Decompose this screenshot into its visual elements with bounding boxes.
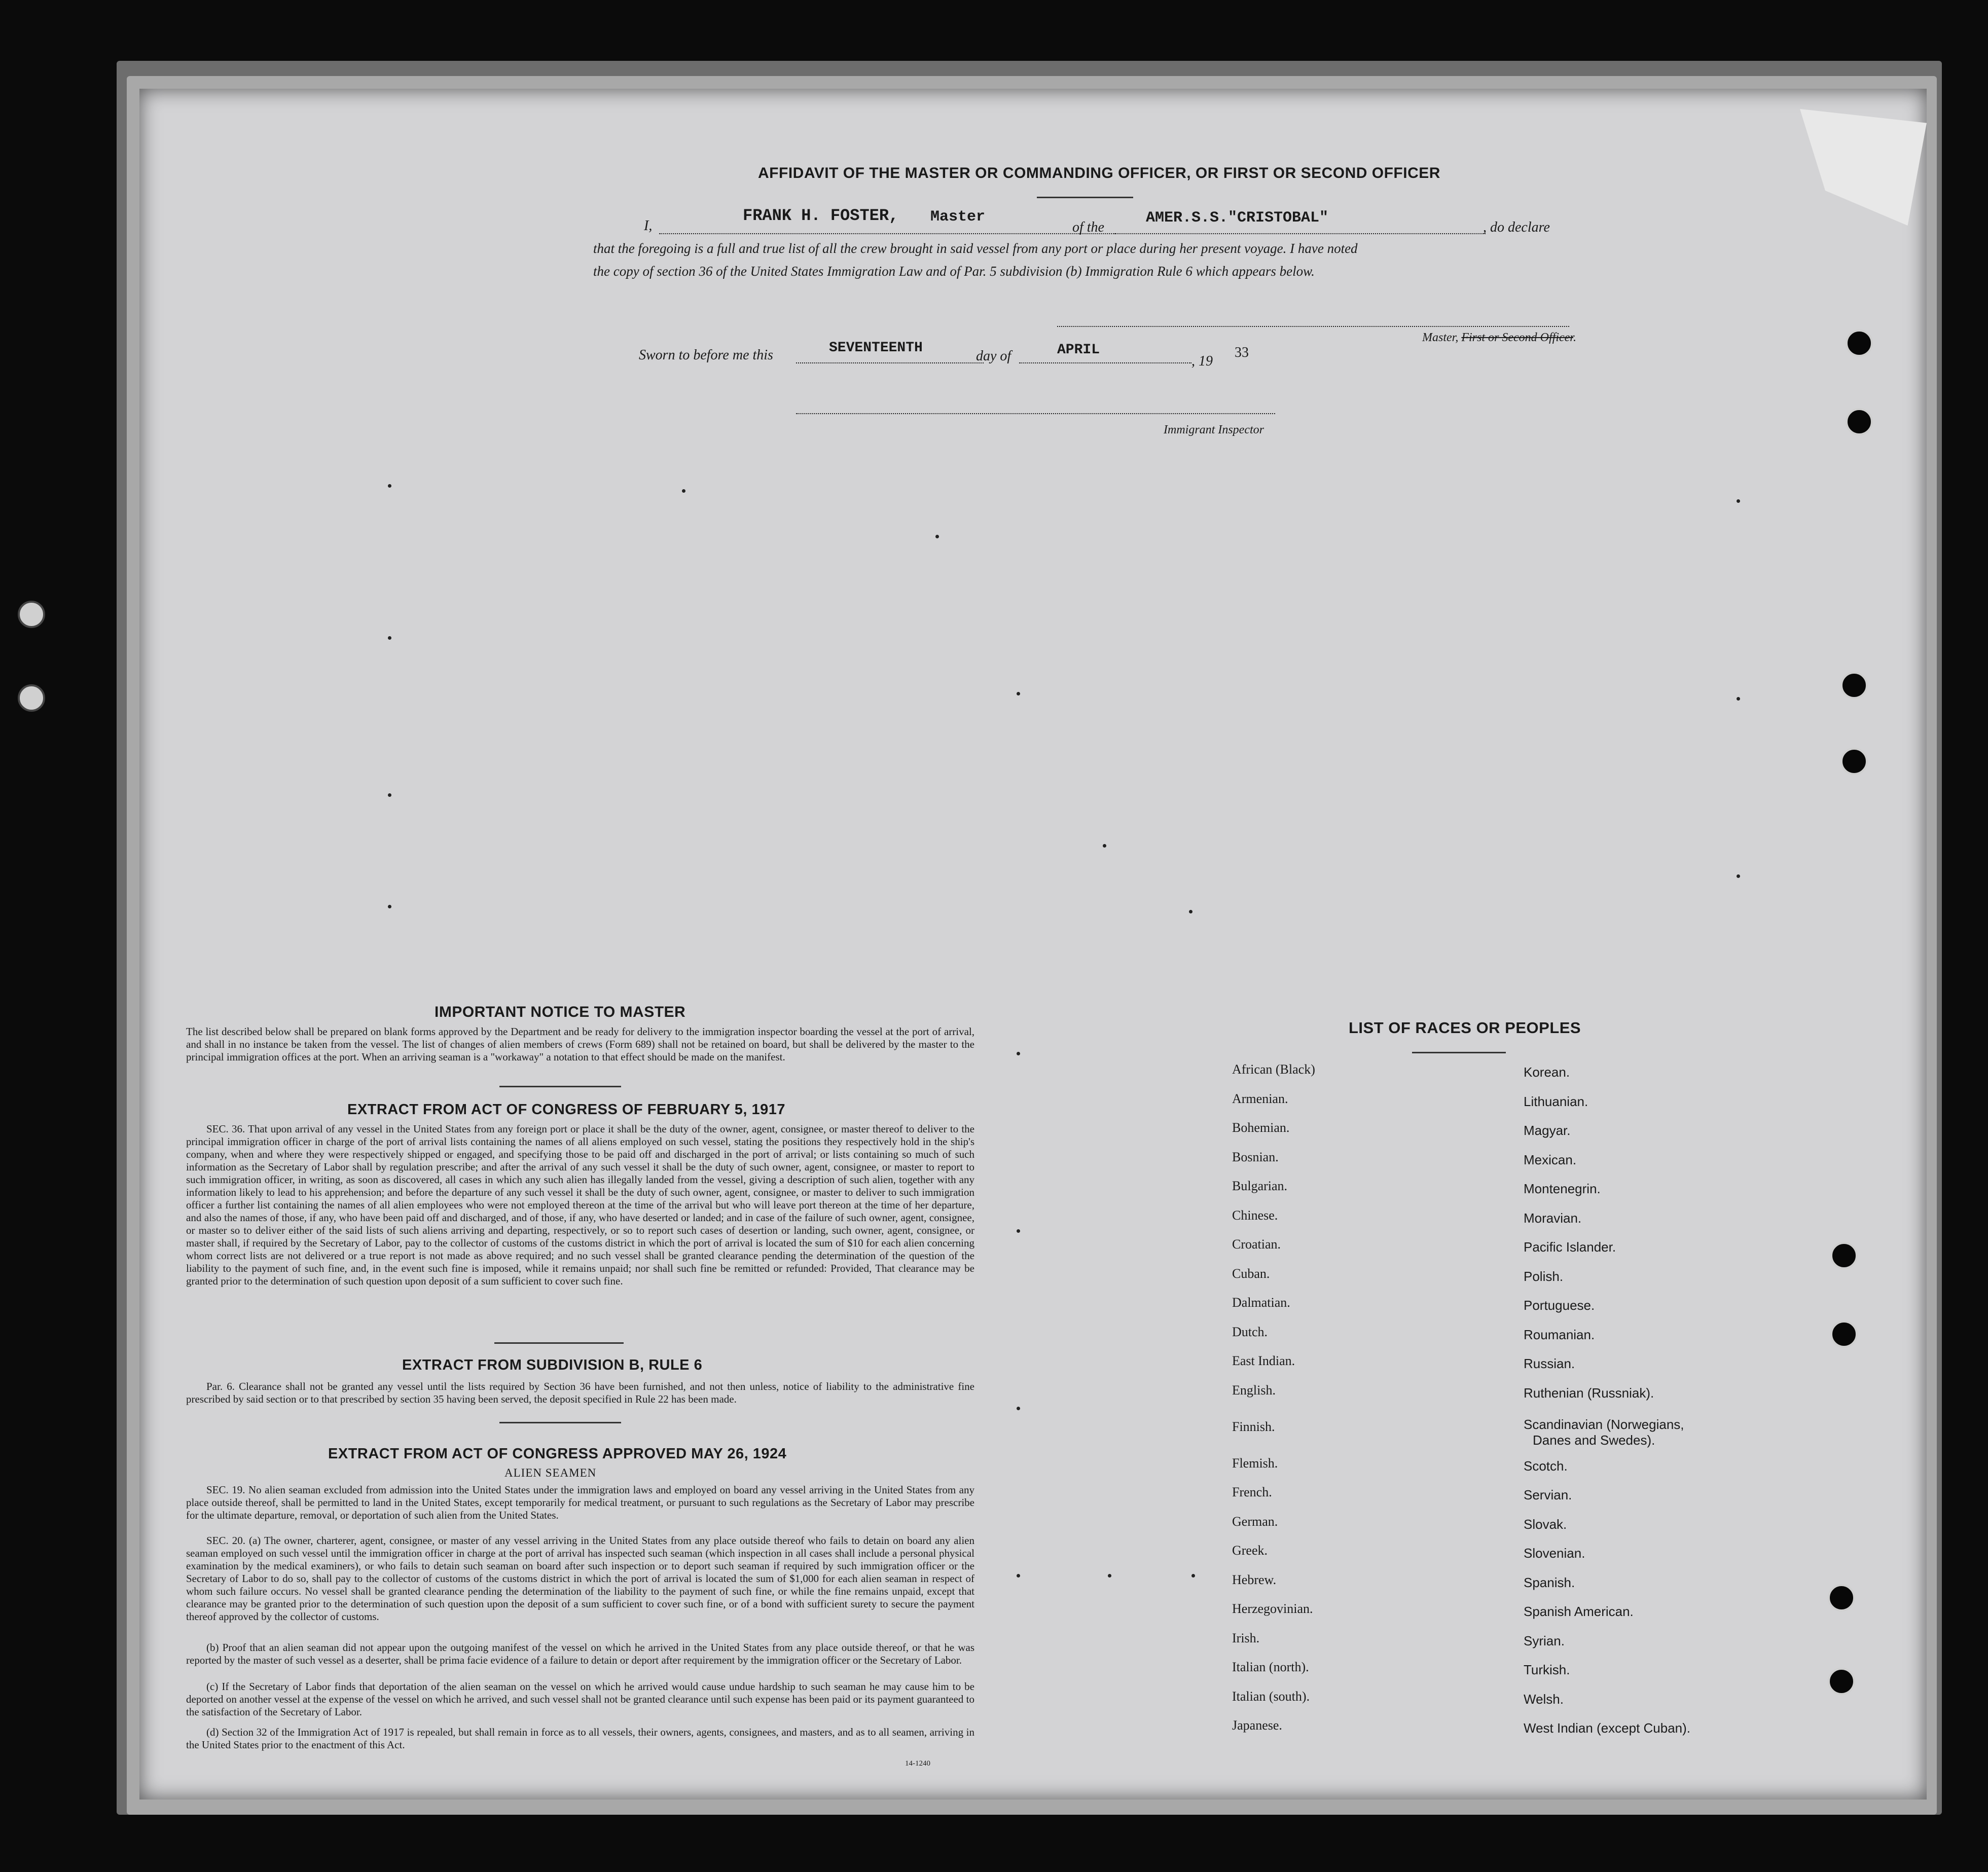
race-item: Croatian. (1232, 1237, 1281, 1252)
sworn-month-line (1019, 362, 1191, 363)
year-prefix: , 19 (1191, 353, 1213, 369)
race-item: Turkish. (1524, 1662, 1570, 1677)
inspector-signature-line (796, 413, 1275, 414)
bleed-dot (1189, 910, 1192, 913)
race-item: West Indian (except Cuban). (1524, 1720, 1691, 1736)
i-label: I, (644, 218, 653, 234)
bleed-dot (1108, 1574, 1111, 1577)
extract-rule6-rule (499, 1422, 621, 1423)
race-item: Armenian. (1232, 1091, 1288, 1106)
punch-hole (1846, 329, 1873, 357)
race-item: Welsh. (1524, 1691, 1564, 1707)
bleed-dot (388, 905, 391, 908)
document-page (139, 89, 1927, 1800)
race-item: Italian (south). (1232, 1689, 1310, 1704)
master-name: FRANK H. FOSTER, (743, 206, 899, 225)
extract-1917-title: EXTRACT FROM ACT OF CONGRESS OF FEBRUARY 5, 1917 (347, 1102, 786, 1118)
vessel-name: AMER.S.S."CRISTOBAL" (1146, 209, 1329, 227)
punch-hole (1840, 672, 1868, 699)
race-item: Slovenian. (1524, 1546, 1585, 1561)
year-suffix: 33 (1235, 345, 1249, 360)
extract-1924-para4: (c) If the Secretary of Labor finds that deportation of the alien seaman on the vessel on which he arrived would cause undue hardship to such seaman he may cause him to be deported on another vessel at the expense of the vessel on which he arrived, and such vessel shall not be granted clearance until such expense has been paid or its payment guaranteed to the satisfaction of the Secretary of Labor. (186, 1680, 974, 1718)
bleed-dot (1737, 499, 1740, 503)
bleed-dot (1017, 1407, 1020, 1410)
extract-rule6-title: EXTRACT FROM SUBDIVISION B, RULE 6 (402, 1357, 703, 1373)
sworn-label: Sworn to before me this (639, 347, 773, 363)
races-rule (1412, 1052, 1506, 1053)
race-item: German. (1232, 1514, 1278, 1529)
form-number: 14-1240 (905, 1759, 930, 1768)
master-rank: Master (930, 208, 986, 226)
extract-1917-rule (494, 1342, 624, 1344)
race-item: Herzegovinian. (1232, 1601, 1313, 1616)
race-item: Roumanian. (1524, 1327, 1595, 1342)
signature-caption (1422, 331, 1576, 345)
bleed-dot (1737, 874, 1740, 878)
extract-1924-title: EXTRACT FROM ACT OF CONGRESS APPROVED MAY 26, 1924 (328, 1446, 787, 1462)
punch-hole (1830, 1242, 1858, 1269)
race-item: Scotch. (1524, 1458, 1568, 1474)
race-item: Pacific Islander. (1524, 1239, 1616, 1255)
bleed-dot (1737, 697, 1740, 701)
race-item: Bosnian. (1232, 1149, 1279, 1164)
race-item: Montenegrin. (1524, 1181, 1601, 1196)
extract-1917-text: SEC. 36. That upon arrival of any vessel in the United States from any foreign port or place it shall be the duty of the owner, agent, consignee, or master thereof to deliver to the principal immigration officer in charge of the port of arrival lists containing the names of all aliens employed on such vessel, stating the positions they respectively hold in the ship's company, when and where they were respectively shipped or engaged, and specifying those to be paid off and discharged in the port of arrival; or lists containing so much of such information as the Secretary of Labor shall by regulation prescribe; and after the arrival of any such vessel it shall be the duty of such owner, agent, consignee, or master to report to such immigration officer, in writing, as soon as discovered, all cases in which any such alien has illegally landed from the vessel, giving a description of such alien, together with any information likely to lead to his apprehension; and before the departure of any such vessel it shall be the duty of such owner, agent, consignee, or master to deliver to such immigration officer a further list containing the names of all alien employees who were not employed thereon at the time of the arrival but who will leave port thereon at the time of her departure, and also the names of those, if any, who have been paid off and discharged, and of those, if any, who have deserted or landed; and in case of the failure of such owner, agent, consignee, or master so to deliver either of the said lists of such aliens arriving and departing, respectively, or so to report such cases of desertion or landing, such owner, agent, consignee, or master shall, if required by the Secretary of Labor, pay to the collector of customs of the customs district in which the port of arrival is located the sum of $10 for each alien concerning whom correct lists are not delivered or a true report is not made as above required; and no such vessel shall be granted clearance pending the determination of the question of the liability to the payment of such fine, and, in the event such fine is imposed, while it remains unpaid; nor shall such fine be remitted or refunded: Provided, That clearance may be granted prior to the determination of such question upon deposit of a sum sufficient to cover such fine. (186, 1123, 974, 1287)
race-item: Irish. (1232, 1630, 1260, 1645)
affidavit-text-line2: the copy of section 36 of the United States Immigration Law and of Par. 5 subdivision (b) Immigration Rule 6 which appears below. (593, 264, 1315, 279)
sworn-month: APRIL (1057, 342, 1100, 358)
extract-1924-para2: SEC. 20. (a) The owner, charterer, agent, consignee, or master of any vessel arriving in the United States from any place outside thereof who fails to detain on board any alien seaman employed on such vessel until the immigration officer in charge at the port of arrival has inspected such seaman (which inspection in all cases shall include a personal physical examination by the medical examiners), or who fails to detain such seaman on board after such inspection or to deport such seaman if required by such immigration officer or the Secretary of Labor to do so, shall pay to the collector of customs of the customs district in which the port of arrival is located the sum of $1,000 for each alien seaman in respect of whom such failure occurs. No vessel shall be granted clearance pending the determination of the liability to the payment of such fine, or while the fine remains unpaid, except that clearance may be granted prior to the determination of such question upon the deposit of a sum sufficient to cover such fine, or of a bond with sufficient surety to secure the payment thereof approved by the collector of customs. (186, 1534, 974, 1623)
race-item: French. (1232, 1485, 1272, 1499)
race-item-line2: Danes and Swedes). (1533, 1432, 1655, 1448)
race-item: Bulgarian. (1232, 1179, 1288, 1193)
race-item: Servian. (1524, 1487, 1572, 1502)
race-item: Finnish. (1232, 1419, 1275, 1434)
bleed-dot (388, 636, 391, 640)
bleed-dot (1191, 1574, 1195, 1577)
race-item: African (Black) (1232, 1062, 1315, 1077)
race-item: Mexican. (1524, 1152, 1577, 1167)
races-column-1 (1232, 1062, 1486, 1747)
race-item: Chinese. (1232, 1207, 1278, 1223)
race-item: Slovak. (1524, 1516, 1567, 1532)
race-item: Portuguese. (1524, 1298, 1595, 1313)
races-title: LIST OF RACES OR PEOPLES (1349, 1019, 1581, 1037)
notice-rule (499, 1086, 621, 1087)
inspector-caption: Immigrant Inspector (1164, 423, 1264, 436)
signature-caption-suffix: . (1573, 331, 1576, 344)
extract-1924-subtitle: ALIEN SEAMEN (504, 1466, 597, 1479)
extract-1924-para1: SEC. 19. No alien seaman excluded from admission into the United States under the immigration laws and employed on board any vessel arriving in the United States from any place outside thereof, shall be permitted to land in the United States, except temporarily for medical treatment, or pursuant to such regulations as the Secretary of Labor may prescribe for the ultimate departure, removal, or deportation of such alien from the United States. (186, 1484, 974, 1521)
do-declare-label: , do declare (1483, 219, 1550, 235)
notice-title: IMPORTANT NOTICE TO MASTER (435, 1004, 686, 1020)
race-item: Spanish American. (1524, 1604, 1634, 1619)
extract-1924-para3: (b) Proof that an alien seaman did not appear upon the outgoing manifest of the vessel on which he arrived in the United States from any place outside thereof, or that he was reported by the master of such vessel as a deserter, shall be prima facie evidence of a failure to detain or deport after requirement by the immigration officer or the Secretary of Labor. (186, 1641, 974, 1666)
race-item: Bohemian. (1232, 1120, 1290, 1135)
race-item: Magyar. (1524, 1123, 1571, 1138)
punch-hole (1830, 1320, 1858, 1348)
signature-caption-struck: First or Second Officer (1461, 331, 1573, 344)
race-item: Russian. (1524, 1356, 1575, 1371)
affidavit-title: AFFIDAVIT OF THE MASTER OR COMMANDING OFFICER, OR FIRST OR SECOND OFFICER (758, 165, 1440, 181)
races-column-2 (1524, 1065, 1828, 1750)
extract-1924-para5: (d) Section 32 of the Immigration Act of 1917 is repealed, but shall remain in force as to all vessels, their owners, agents, consignees, and masters, and as to all seamen, arriving in the United States prior to the enactment of this Act. (186, 1726, 974, 1751)
punch-hole (1828, 1668, 1855, 1695)
folded-corner (1800, 109, 1927, 226)
bleed-dot (682, 489, 685, 493)
notice-text: The list described below shall be prepared on blank forms approved by the Department and be ready for delivery to the immigration inspector boarding the vessel at the port of arrival, and shall in no instance be taken from the vessel. The list of changes of alien members of crews (Form 689) shall not be retained on board, but shall be delivered by the master to the principal immigration offices at the port. When an arriving seaman is a "workaway" a notation to that effect should be made on the manifest. (186, 1025, 974, 1063)
day-of-label: day of (976, 348, 1011, 364)
bleed-dot (1017, 1229, 1020, 1233)
race-item-line1: Scandinavian (Norwegians, (1524, 1416, 1684, 1432)
punch-hole (1840, 748, 1868, 775)
race-item: East Indian. (1232, 1353, 1295, 1368)
bleed-dot (935, 535, 939, 538)
race-item: Moravian. (1524, 1210, 1582, 1226)
sworn-day-line (796, 362, 984, 363)
race-item: Hebrew. (1232, 1572, 1277, 1587)
race-item: Flemish. (1232, 1455, 1278, 1471)
affidavit-text-line1: that the foregoing is a full and true list of all the crew brought in said vessel from any port or place during her present voyage. I have noted (593, 241, 1358, 256)
bleed-dot (388, 793, 391, 797)
race-item: Spanish. (1524, 1574, 1575, 1590)
race-item: English. (1232, 1382, 1276, 1398)
race-item: Dutch. (1232, 1324, 1268, 1339)
master-signature-line (1057, 326, 1569, 327)
punch-hole (1846, 408, 1873, 435)
title-rule (1037, 197, 1133, 198)
race-item: Cuban. (1232, 1266, 1270, 1281)
extract-rule6-text: Par. 6. Clearance shall not be granted any vessel until the lists required by Section 36 have been furnished, and not then unless, notice of liability to the administrative fine prescribed by said section or to that prescribed by section 35 having been served, the deposit specified in Rule 22 has been made. (186, 1380, 974, 1405)
race-item: Lithuanian. (1524, 1093, 1588, 1109)
race-item: Korean. (1524, 1065, 1570, 1080)
punch-hole (18, 601, 45, 628)
race-item: Ruthenian (Russniak). (1524, 1385, 1654, 1401)
bleed-dot (1017, 1574, 1020, 1577)
signature-caption-prefix: Master, (1422, 331, 1459, 344)
punch-hole (1828, 1584, 1855, 1611)
vessel-line (1115, 233, 1486, 234)
race-item: Greek. (1232, 1543, 1268, 1558)
master-name-line (659, 233, 1115, 234)
race-item-scandinavian (1524, 1417, 1828, 1458)
bleed-dot (388, 484, 391, 488)
race-item: Italian (north). (1232, 1660, 1309, 1674)
bleed-dot (1103, 844, 1106, 848)
race-item: Syrian. (1524, 1633, 1565, 1648)
bleed-dot (1017, 1052, 1020, 1055)
sworn-day: SEVENTEENTH (829, 340, 923, 356)
race-item: Polish. (1524, 1268, 1564, 1284)
of-the-label: of the (1072, 219, 1104, 235)
punch-hole (18, 684, 45, 712)
race-item: Dalmatian. (1232, 1295, 1290, 1310)
bleed-dot (1017, 692, 1020, 695)
race-item: Japanese. (1232, 1718, 1282, 1733)
